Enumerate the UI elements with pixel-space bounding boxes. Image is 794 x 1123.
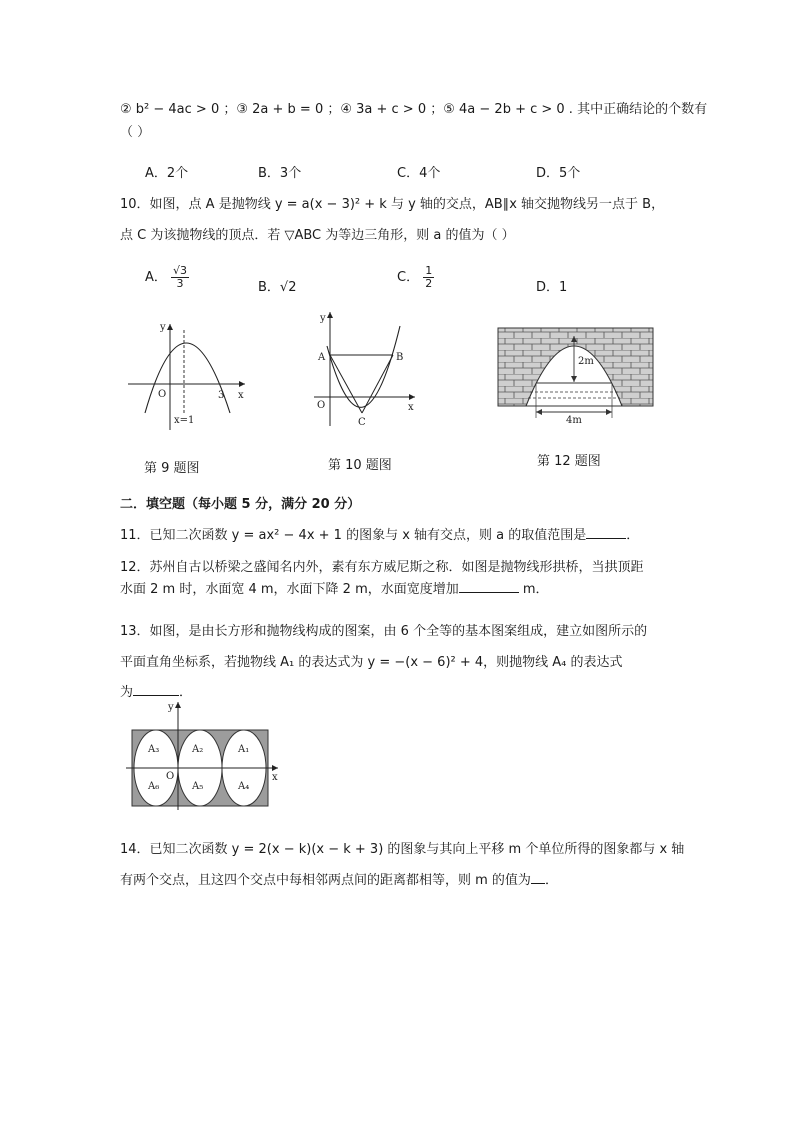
fig13-y-label: y (168, 702, 174, 713)
q14-stem-line2: 有两个交点，且这四个交点中每相邻两点间的距离都相等，则 m 的值为 ． (120, 873, 558, 888)
fig10-point-a: A (318, 352, 326, 363)
q9-answer-paren: （ ） (120, 125, 151, 140)
q9-option-d: D．5个 (536, 166, 581, 181)
q14-stem-line1: 14．已知二次函数 y = 2(x − k)(x − k + 3) 的图象与其向上平移 m 个单位所得的图象都与 x 轴 (120, 842, 685, 857)
fig9-origin: O (158, 389, 167, 400)
q10-option-b: B．√2 (258, 280, 297, 295)
fig9-axis-label: x=1 (174, 415, 195, 426)
fig13-label-a6: A₆ (148, 781, 160, 792)
fig13-x-label: x (272, 772, 278, 783)
q12-stem-line2: 水面 2 m 时，水面宽 4 m，水面下降 2 m，水面宽度增加 m． (120, 582, 549, 597)
q12-answer-blank[interactable] (459, 580, 519, 593)
fig13-label-a5: A₅ (192, 781, 204, 792)
fig10-segment-bc (362, 355, 393, 413)
fig9-y-label: y (160, 322, 166, 333)
fig13-label-a3: A₃ (148, 744, 160, 755)
fig10-y-label: y (320, 313, 326, 324)
fig10-point-c: C (358, 417, 366, 428)
fig13-label-a4: A₄ (238, 781, 250, 792)
q10-option-a: A． $\frac{√3}{3}$ (145, 264, 188, 290)
fig13-label-a1: A₁ (238, 744, 250, 755)
q13-stem-line3: 为 ． (120, 685, 193, 700)
q11-stem: 11．已知二次函数 y = ax² − 4x + 1 的图象与 x 轴有交点，则 a 的取值范围是 ． (120, 528, 640, 543)
q10-option-d: D．1 (536, 280, 568, 295)
q10-stem-line1: 10．如图，点 A 是抛物线 y = a(x − 3)² + k 与 y 轴的交点，AB∥x 轴交抛物线另一点于 B， (120, 197, 665, 212)
fig13-label-a2: A₂ (192, 744, 204, 755)
q13-stem-line2: 平面直角坐标系，若抛物线 A₁ 的表达式为 y = −(x − 6)² + 4，则抛物线 A₄ 的表达式 (120, 655, 623, 670)
fig13-origin: O (166, 771, 175, 782)
q12-stem-line1: 12．苏州自古以桥梁之盛闻名内外，素有东方威尼斯之称．如图是抛物线形拱桥，当拱顶距 (120, 560, 644, 575)
fig9-parabola (145, 343, 230, 413)
section2-title: 二．填空题（每小题 5 分，满分 20 分） (120, 497, 361, 512)
fig9-caption: 第 9 题图 (144, 461, 200, 476)
fig10-caption: 第 10 题图 (328, 458, 392, 473)
fig10-graph (308, 308, 420, 430)
q10-option-c: C． $\frac{1}{2}$ (397, 264, 433, 290)
fig13-pattern (126, 700, 286, 810)
q9-option-b: B．3个 (258, 166, 302, 181)
fig12-caption: 第 12 题图 (537, 454, 601, 469)
fig10-origin: O (317, 400, 326, 411)
fig10-parabola (327, 326, 400, 407)
q11-answer-blank[interactable] (586, 526, 626, 539)
q9-option-a: A．2个 (145, 166, 189, 181)
q10-stem-line2: 点 C 为该抛物线的顶点．若 ▽ABC 为等边三角形，则 a 的值为（ ） (120, 228, 515, 243)
fig10-segment-ac (330, 355, 362, 413)
q13-answer-blank[interactable] (133, 683, 179, 696)
fig10-x-label: x (408, 402, 414, 413)
q9-conditions-line: ② b² − 4ac > 0 ；③ 2a + b = 0 ；④ 3a + c > 0 ；⑤ 4a − 2b + c > 0 . 其中正确结论的个数有 (120, 102, 708, 117)
q14-answer-blank[interactable] (531, 871, 545, 884)
fig12-width-label: 4m (566, 415, 582, 426)
fig12-bridge (496, 326, 656, 426)
q9-option-c: C．4个 (397, 166, 441, 181)
q10-option-a-fraction: $\frac{√3}{3}$ (173, 264, 188, 290)
fig9-root-label: 3 (218, 390, 225, 401)
fig12-height-label: 2m (578, 356, 594, 367)
q10-option-c-fraction: $\frac{1}{2}$ (425, 264, 433, 290)
fig9-graph (120, 318, 255, 433)
q13-stem-line1: 13．如图，是由长方形和抛物线构成的图案，由 6 个全等的基本图案组成，建立如图所示的 (120, 624, 648, 639)
fig9-x-label: x (238, 390, 244, 401)
fig10-point-b: B (396, 352, 404, 363)
